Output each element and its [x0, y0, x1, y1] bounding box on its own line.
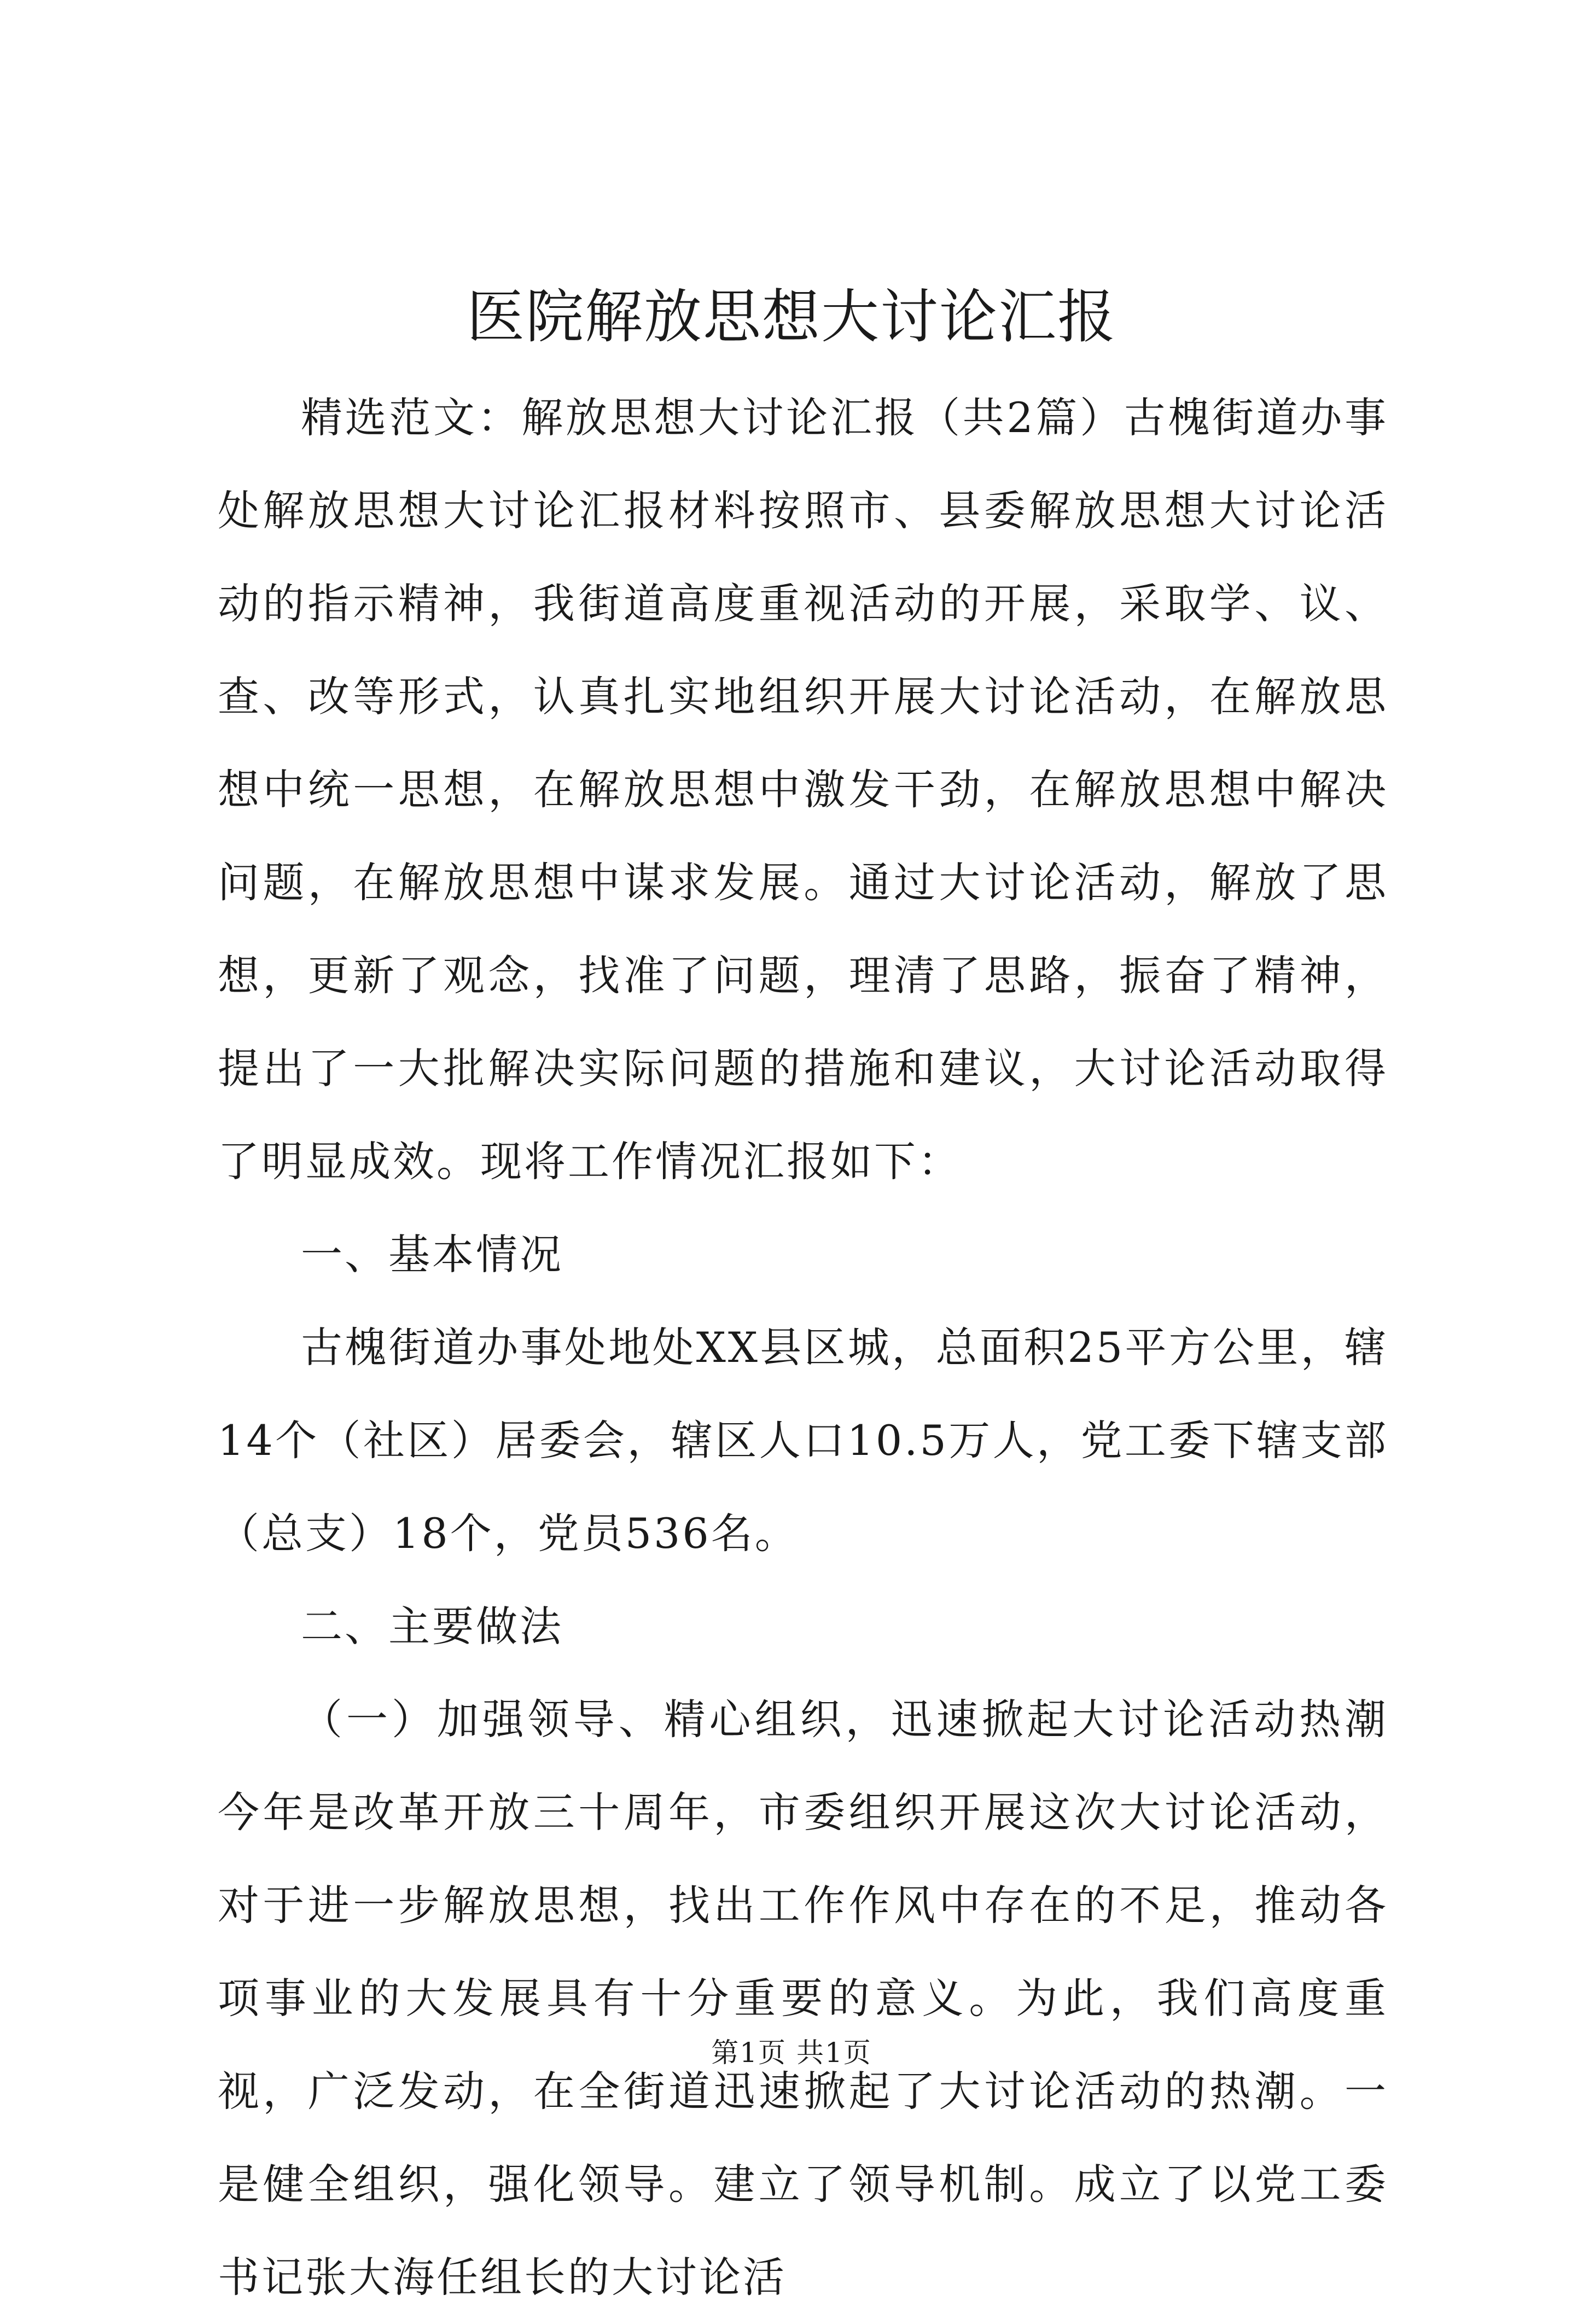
heading-basic-situation: 一、基本情况 [301, 1230, 563, 1279]
page-footer: 第1页 共1页 [711, 2037, 872, 2069]
document-title: 医院解放思想大讨论汇报 [467, 283, 1116, 351]
paragraph-basic-situation: 古槐街道办事处地处XX县区城，总面积25平方公里，辖14个（社区）居委会，辖区人口10.5万人，党工委下辖支部（总支）18个，党员536名。 [218, 1323, 1388, 1558]
heading-main-practices: 二、主要做法 [301, 1602, 563, 1651]
document-body [218, 371, 1388, 2324]
paragraph-intro: 精选范文：解放思想大讨论汇报（共2篇）古槐街道办事处解放思想大讨论汇报材料按照市、县委解放思想大讨论活动的指示精神，我街道高度重视活动的开展，采取学、议、查、改等形式，认真扎实地组织开展大讨论活动，在解放思想中统一思想，在解放思想中激发干劲，在解放思想中解决问题，在解放思想中谋求发展。通过大讨论活动，解放了思想，更新了观念，找准了问题，理清了思路，振奋了精神，提出了一大批解决实际问题的措施和建议，大讨论活动取得了明显成效。现将工作情况汇报如下： [218, 393, 1388, 1186]
paragraph-main-practices: （一）加强领导、精心组织，迅速掀起大讨论活动热潮今年是改革开放三十周年，市委组织开展这次大讨论活动，对于进一步解放思想，找出工作作风中存在的不足，推动各项事业的大发展具有十分重要的意义。为此，我们高度重视，广泛发动，在全街道迅速掀起了大讨论活动的热潮。一是健全组织，强化领导。建立了领导机制。成立了以党工委书记张大海任组长的大讨论活 [218, 1695, 1388, 2302]
